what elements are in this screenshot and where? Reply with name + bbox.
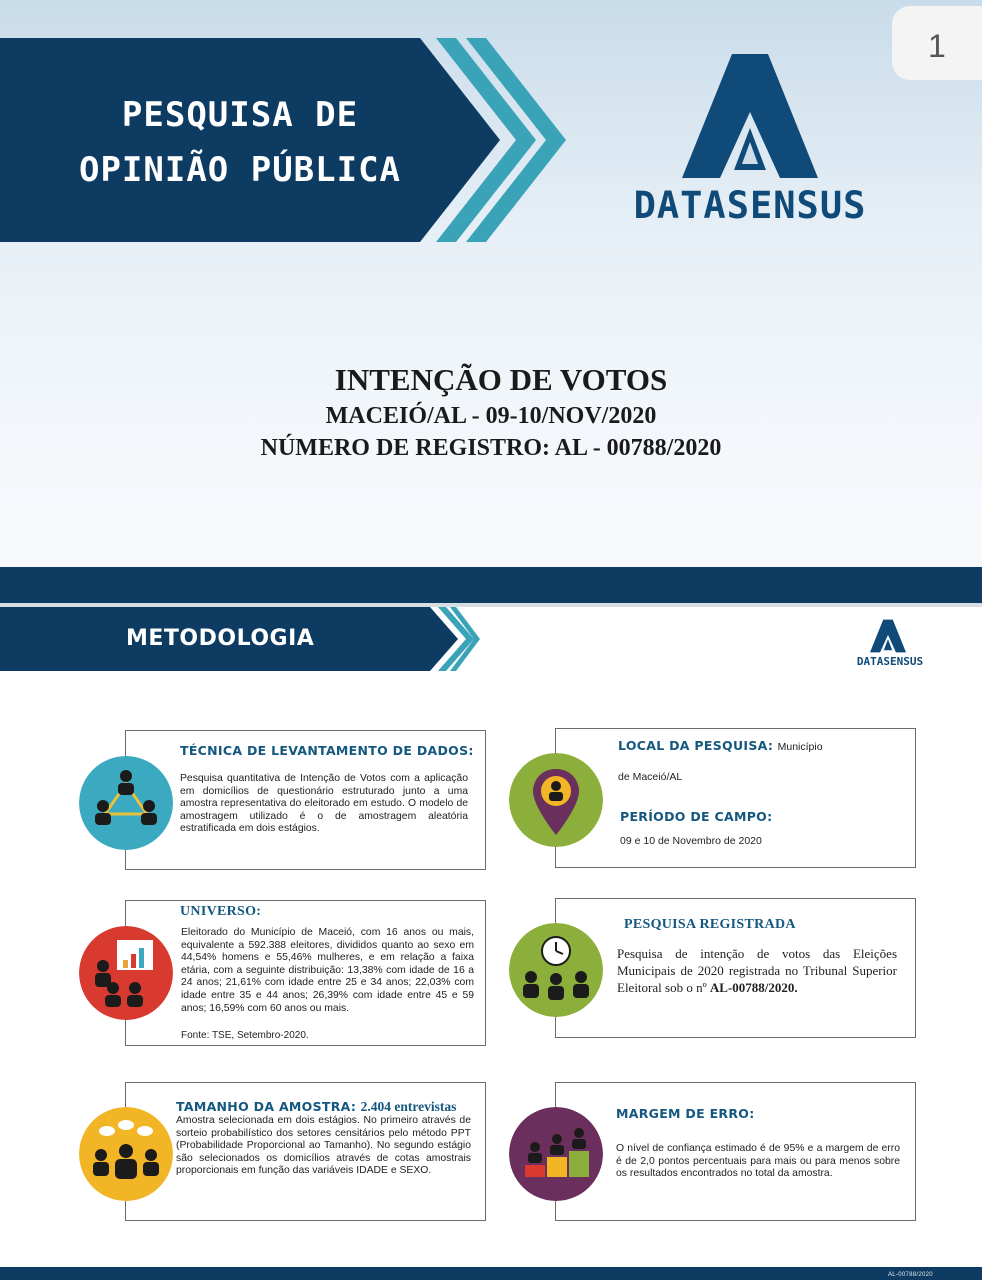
heading-title: INTENÇÃO DE VOTOS <box>334 362 668 397</box>
amostra-title-line <box>176 1098 456 1116</box>
registrada-text: Pesquisa de intenção de votos das Eleições Municipais de 2020 registrada no Tribunal Superior Eleitoral sob o nº <box>617 946 897 995</box>
page-number: 1 <box>892 6 982 80</box>
presentation-chart-icon <box>79 926 173 1020</box>
universo-source: Fonte: TSE, Setembro-2020. <box>181 1030 309 1041</box>
podium-ranking-icon <box>509 1107 603 1201</box>
margem-text: O nível de confiança estimado é de 95% e a margem de erro é de 2,0 pontos percentuais para mais ou para menos sobre os resultados encontrados no total da amostra. <box>616 1143 900 1180</box>
main-heading <box>0 362 982 464</box>
margem-title: MARGEM DE ERRO: <box>616 1106 755 1121</box>
heading-registration: NÚMERO DE REGISTRO: AL - 00788/2020 <box>260 435 722 461</box>
datasensus-logo-small-icon <box>870 619 906 653</box>
speech-bubble-group-icon <box>79 1107 173 1201</box>
brand-name: DATASENSUS <box>633 184 867 227</box>
hero-title: PESQUISA DE OPINIÃO PÚBLICA <box>78 95 402 190</box>
local-title: LOCAL DA PESQUISA: <box>618 738 774 753</box>
tecnica-text: Pesquisa quantitativa de Intenção de Votos com a aplicação em domicílios de questionário estruturado junto a uma amostra representativa do eleitorado em estudo. O modelo de amostragem utilizado é o de amostragem aleatória estratificada em dois estágios. <box>180 773 468 835</box>
brand-name-small: DATASENSUS <box>856 655 924 668</box>
footer-registration: AL-00788/2020 <box>888 1272 933 1278</box>
slide-bottom-bar <box>0 567 982 603</box>
universo-title: UNIVERSO: <box>180 904 262 919</box>
tecnica-title: TÉCNICA DE LEVANTAMENTO DE DADOS: <box>180 743 474 758</box>
heading-location-date: MACEIÓ/AL - 09-10/NOV/2020 <box>325 403 657 429</box>
methodology-slide <box>0 607 982 1280</box>
periodo-value: 09 e 10 de Novembro de 2020 <box>620 835 762 847</box>
universo-text: Eleitorado do Município de Maceió, com 16 anos ou mais, equivalente a 592.388 eleitores, divididos quanto ao sexo em 44,54% homens e 55,46% mulheres, e em relação a faixa etária, com a seguinte distribuição: 13,38% com idade de 16 a 24 anos; 21,61% com idade entre 25 e 34 anos; 22,03% com idade entre 35 e 44 anos; 26,39% com idade entre 45 e 59 anos; 16,59% com 60 anos ou mais. <box>181 927 474 1014</box>
registrada-box <box>555 898 916 1038</box>
periodo-title: PERÍODO DE CAMPO: <box>620 809 773 824</box>
amostra-title: TAMANHO DA AMOSTRA: <box>176 1099 357 1114</box>
amostra-box <box>125 1082 486 1221</box>
amostra-value: 2.404 entrevistas <box>360 1099 457 1114</box>
registrada-title: PESQUISA REGISTRADA <box>624 917 796 932</box>
registrada-text-block <box>617 945 897 996</box>
margem-box <box>555 1082 916 1221</box>
title-slide <box>0 0 982 567</box>
section-title: METODOLOGIA <box>126 626 315 651</box>
people-network-icon <box>79 756 173 850</box>
local-value-next: de Maceió/AL <box>618 771 683 783</box>
location-pin-person-icon <box>509 753 603 847</box>
local-value-inline: Município <box>777 741 823 753</box>
amostra-text: Amostra selecionada em dois estágios. No primeiro através de sorteio probabilístico dos setores censitários pelo método PPT (Probabilidade Proporcional ao Tamanho). No segundo estágio são selecionados os domicílios através de cotas amostrais proporcionais em função das variáveis IDADE e SEXO. <box>176 1115 471 1177</box>
local-box <box>555 728 916 868</box>
footer-bar <box>0 1267 982 1280</box>
local-title-line <box>618 737 823 755</box>
datasensus-logo-icon <box>682 54 818 178</box>
tecnica-box <box>125 730 486 870</box>
universo-box <box>125 900 486 1046</box>
clock-team-icon <box>509 923 603 1017</box>
registrada-number: AL-00788/2020. <box>709 980 798 995</box>
